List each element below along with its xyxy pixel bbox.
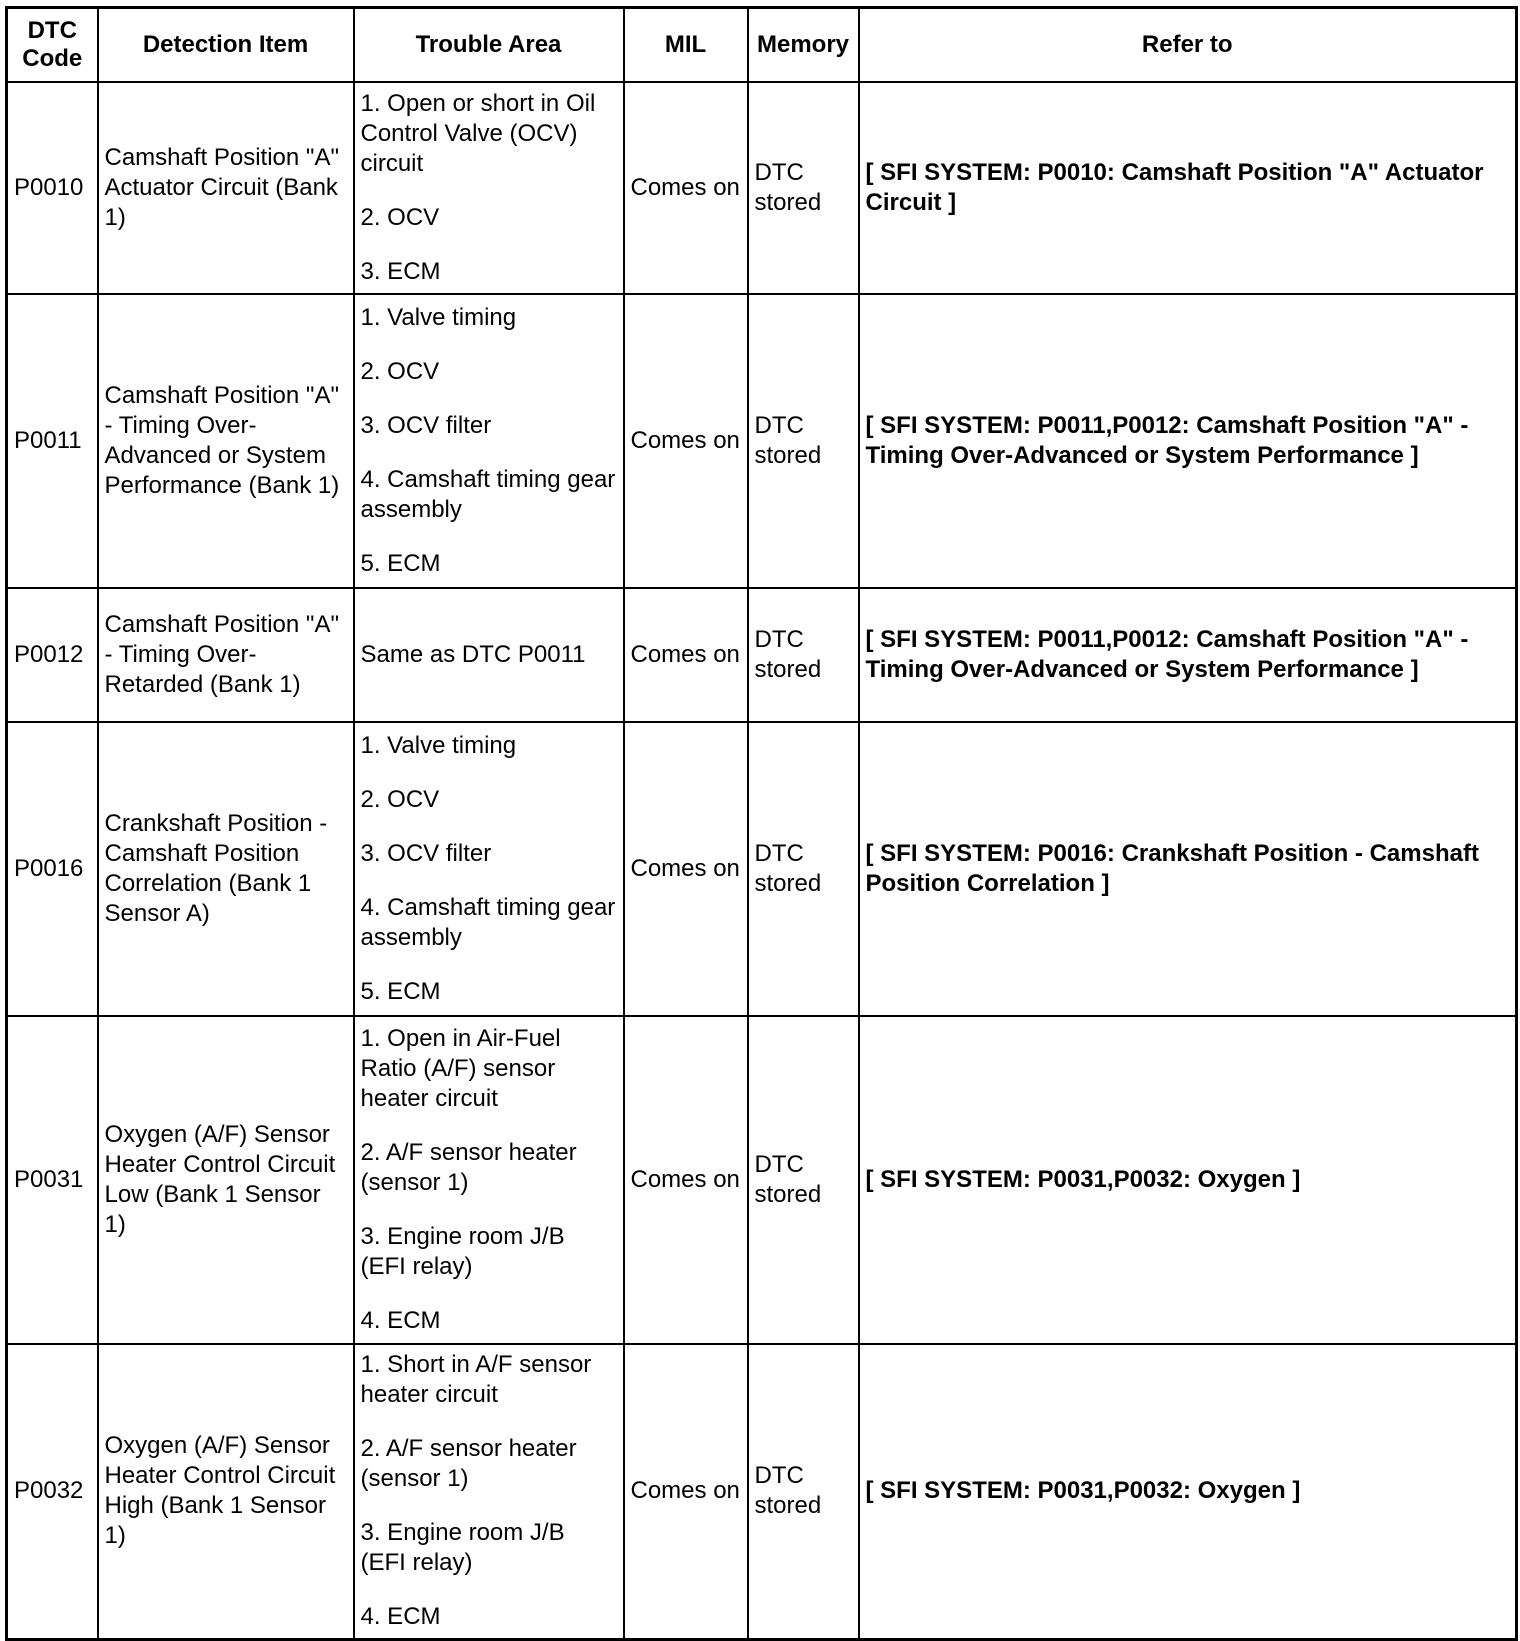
- trouble-area-item: 2. OCV: [360, 203, 440, 231]
- table-row: [7, 722, 1517, 1016]
- table-row: [7, 588, 1517, 722]
- header-row: [7, 8, 1517, 82]
- dtc-code-cell: P0012: [7, 588, 98, 722]
- trouble-area-item: 2. OCV: [360, 357, 440, 385]
- detection-item-cell: Camshaft Position "A" - Timing Over-Retarded (Bank 1): [98, 588, 354, 722]
- memory-cell: DTC stored: [748, 1016, 859, 1344]
- detection-item-cell: Crankshaft Position - Camshaft Position Correlation (Bank 1 Sensor A): [98, 722, 354, 1016]
- refer-to-cell: [ SFI SYSTEM: P0016: Crankshaft Position - Camshaft Position Correlation ]: [859, 722, 1517, 1016]
- trouble-area-item: 2. A/F sensor heater (sensor 1): [360, 1138, 577, 1196]
- dtc-code-cell: P0010: [7, 82, 98, 294]
- trouble-area-cell: [354, 588, 624, 722]
- mil-cell: Comes on: [624, 294, 748, 588]
- trouble-area-list: [361, 640, 617, 670]
- trouble-area-item: 4. ECM: [360, 1306, 441, 1334]
- header-refer-to: Refer to: [859, 8, 1517, 82]
- detection-item-cell: Camshaft Position "A" - Timing Over-Advanced or System Performance (Bank 1): [98, 294, 354, 588]
- trouble-area-item: 1. Valve timing: [360, 731, 517, 759]
- detection-item-cell: Oxygen (A/F) Sensor Heater Control Circuit High (Bank 1 Sensor 1): [98, 1344, 354, 1640]
- refer-to-cell: [ SFI SYSTEM: P0010: Camshaft Position "A" Actuator Circuit ]: [859, 82, 1517, 294]
- refer-to-cell: [ SFI SYSTEM: P0031,P0032: Oxygen ]: [859, 1016, 1517, 1344]
- dtc-table-body: [7, 82, 1517, 1640]
- dtc-table: [5, 6, 1518, 1641]
- trouble-area-list: [361, 1350, 617, 1632]
- mil-cell: Comes on: [624, 82, 748, 294]
- table-row: [7, 82, 1517, 294]
- memory-cell: DTC stored: [748, 82, 859, 294]
- refer-to-cell: [ SFI SYSTEM: P0031,P0032: Oxygen ]: [859, 1344, 1517, 1640]
- dtc-code-cell: P0032: [7, 1344, 98, 1640]
- dtc-code-cell: P0031: [7, 1016, 98, 1344]
- header-memory: Memory: [748, 8, 859, 82]
- trouble-area-item: 2. OCV: [360, 785, 440, 813]
- mil-cell: Comes on: [624, 1016, 748, 1344]
- table-row: [7, 294, 1517, 588]
- trouble-area-cell: [354, 82, 624, 294]
- trouble-area-item: 2. A/F sensor heater (sensor 1): [360, 1435, 577, 1493]
- detection-item-cell: Oxygen (A/F) Sensor Heater Control Circuit Low (Bank 1 Sensor 1): [98, 1016, 354, 1344]
- dtc-table-container: [5, 6, 1515, 1634]
- trouble-area-item: 5. ECM: [360, 549, 441, 577]
- table-row: [7, 1016, 1517, 1344]
- trouble-area-item: 4. Camshaft timing gear assembly: [360, 893, 616, 951]
- memory-cell: DTC stored: [748, 294, 859, 588]
- trouble-area-item: 5. ECM: [360, 977, 441, 1005]
- trouble-area-item: 3. ECM: [360, 257, 441, 285]
- memory-cell: DTC stored: [748, 1344, 859, 1640]
- trouble-area-item: 1. Open or short in Oil Control Valve (OCV) circuit: [360, 89, 596, 177]
- trouble-area-list: [361, 303, 617, 579]
- trouble-area-list: [361, 1024, 617, 1336]
- mil-cell: Comes on: [624, 722, 748, 1016]
- mil-cell: Comes on: [624, 1344, 748, 1640]
- dtc-code-cell: P0016: [7, 722, 98, 1016]
- table-row: [7, 1344, 1517, 1640]
- header-mil: MIL: [624, 8, 748, 82]
- mil-cell: Comes on: [624, 588, 748, 722]
- trouble-area-item: Same as DTC P0011: [360, 640, 586, 668]
- trouble-area-item: 3. OCV filter: [360, 839, 492, 867]
- detection-item-cell: Camshaft Position "A" Actuator Circuit (Bank 1): [98, 82, 354, 294]
- memory-cell: DTC stored: [748, 722, 859, 1016]
- trouble-area-item: 4. Camshaft timing gear assembly: [360, 465, 616, 523]
- memory-cell: DTC stored: [748, 588, 859, 722]
- trouble-area-cell: [354, 722, 624, 1016]
- header-detection-item: Detection Item: [98, 8, 354, 82]
- trouble-area-item: 3. Engine room J/B (EFI relay): [360, 1519, 565, 1577]
- dtc-code-cell: P0011: [7, 294, 98, 588]
- refer-to-cell: [ SFI SYSTEM: P0011,P0012: Camshaft Position "A" - Timing Over-Advanced or System Performance ]: [859, 294, 1517, 588]
- trouble-area-list: [361, 89, 617, 287]
- trouble-area-item: 1. Short in A/F sensor heater circuit: [360, 1351, 592, 1409]
- trouble-area-cell: [354, 1344, 624, 1640]
- header-trouble-area: Trouble Area: [354, 8, 624, 82]
- trouble-area-item: 3. Engine room J/B (EFI relay): [360, 1222, 565, 1280]
- trouble-area-cell: [354, 1016, 624, 1344]
- refer-to-cell: [ SFI SYSTEM: P0011,P0012: Camshaft Position "A" - Timing Over-Advanced or System Performance ]: [859, 588, 1517, 722]
- trouble-area-item: 1. Open in Air-Fuel Ratio (A/F) sensor heater circuit: [360, 1024, 561, 1112]
- trouble-area-cell: [354, 294, 624, 588]
- header-dtc-code: DTC Code: [7, 8, 98, 82]
- trouble-area-item: 4. ECM: [360, 1603, 441, 1631]
- trouble-area-item: 1. Valve timing: [360, 303, 517, 331]
- trouble-area-item: 3. OCV filter: [360, 411, 492, 439]
- trouble-area-list: [361, 731, 617, 1007]
